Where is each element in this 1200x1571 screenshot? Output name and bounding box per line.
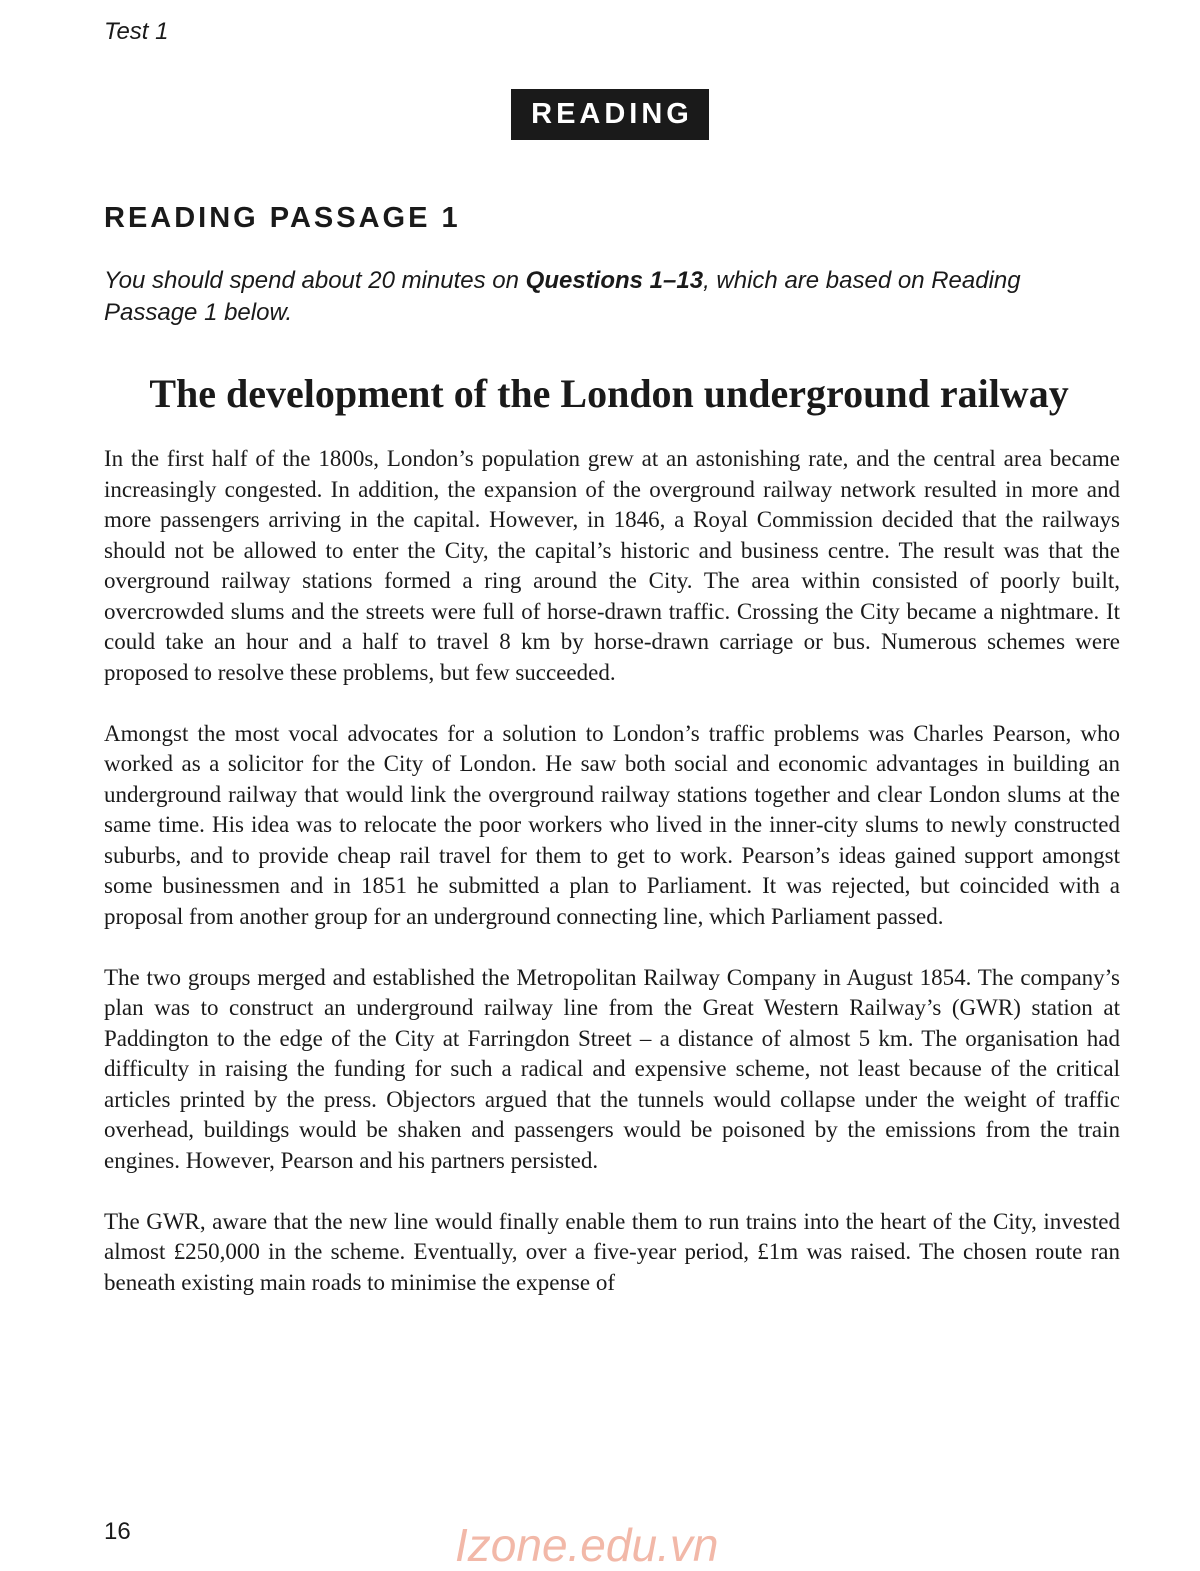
paragraph-1: In the first half of the 1800s, London’s population grew at an astonishing rate, and the central area became increasingly congested. In addition, the expansion of the overground railway network resulted in more and more passengers arriving in the capital. However, in 1846, a Royal Commission decided that the railways should not be allowed to enter the City, the capital’s historic and business centre. The result was that the overground railway stations formed a ring around the City. The area within consisted of poorly built, overcrowded slums and the streets were full of horse-drawn traffic. Crossing the City became a nightmare. It could take an hour and a half to travel 8 km by horse-drawn carriage or bus. Numerous schemes were proposed to resolve these problems, but few succeeded. [104,446,1120,685]
instruction-text-start: You should spend about 20 minutes on [104,267,526,294]
instruction-text [104,265,1114,329]
page-number: 16 [104,1518,131,1545]
article-body [104,444,1120,1298]
watermark: Izone.edu.vn [455,1519,719,1571]
section-banner: READING [511,89,709,140]
running-head: Test 1 [104,18,169,45]
instruction-text-end: , which are based on Reading Passage 1 below. [104,267,1021,326]
paragraph-2: Amongst the most vocal advocates for a solution to London’s traffic problems was Charles Pearson, who worked as a solicitor for the City of London. He saw both social and economic advantages in building an underground railway that would link the overground railway stations together and clear London slums at the same time. His idea was to relocate the poor workers who lived in the inner-city slums to newly constructed suburbs, and to provide cheap rail travel for them to get to work. Pearson’s ideas gained support amongst some businessmen and in 1851 he submitted a plan to Parliament. It was rejected, but coincided with a proposal from another group for an underground connecting line, which Parliament passed. [104,720,1120,929]
article-title: The development of the London underground railway [149,371,1069,416]
passage-heading: READING PASSAGE 1 [104,202,461,234]
paragraph-3: The two groups merged and established the Metropolitan Railway Company in August 1854. The company’s plan was to construct an underground railway line from the Great Western Railway’s (GWR) station at Paddington to the edge of the City at Farringdon Street – a distance of almost 5 km. The organisation had difficulty in raising the funding for such a radical and expensive scheme, not least because of the critical articles printed by the press. Objectors argued that the tunnels would collapse under the weight of traffic overhead, buildings would be shaken and passengers would be poisoned by the emissions from the train engines. However, Pearson and his partners persisted. [104,964,1120,1173]
paragraph-4: The GWR, aware that the new line would finally enable them to run trains into the heart of the City, invested almost £250,000 in the scheme. Eventually, over a five-year period, £1m was raised. The chosen route ran beneath existing main roads to minimise the expense of [104,1208,1120,1295]
instruction-question-range: Questions 1–13 [525,267,704,294]
